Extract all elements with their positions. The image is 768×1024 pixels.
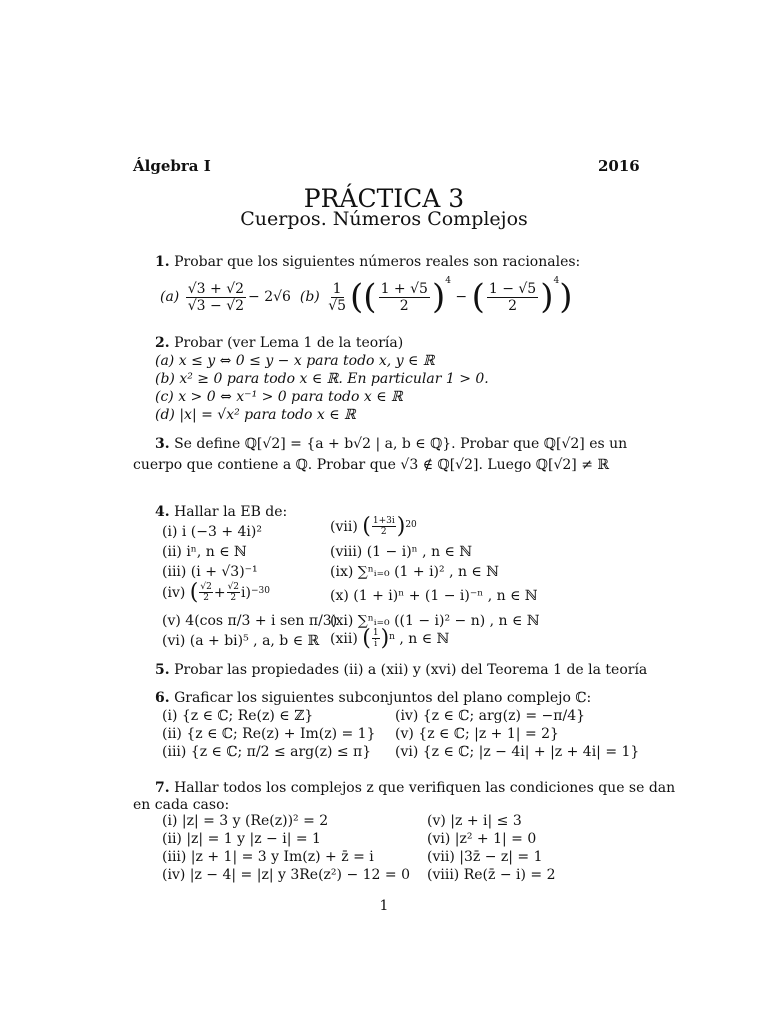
exercise-number: 7. [155, 780, 170, 796]
exercise-6-item: (vi) {z ∈ ℂ; |z − 4i| + |z + 4i| = 1} [395, 744, 640, 760]
exercise-4-item: (v) 4(cos π/3 + i sen π/3) [162, 613, 338, 629]
item-label: (xii) [330, 630, 358, 647]
expression-tail: i) [241, 584, 251, 601]
denominator: √3 − √2 [187, 297, 245, 314]
exercise-2-item: (c) x > 0 ⇔ x⁻¹ > 0 para todo x ∈ ℝ [155, 389, 403, 405]
fraction [487, 281, 538, 314]
fraction [199, 582, 212, 603]
exercise-4-statement [155, 503, 287, 521]
exercise-7-item: (vii) |3z̄ − z| = 1 [427, 849, 543, 865]
denominator: 2 [203, 593, 209, 603]
exercise-7-item: (iv) |z − 4| = |z| y 3Re(z²) − 12 = 0 [162, 867, 410, 883]
fraction [372, 628, 380, 649]
exercise-4-item: (ii) iⁿ, n ∈ ℕ [162, 544, 247, 560]
exercise-1-expressions: (a) $\frac{√3 + √2}{√3 - √2}$ − 2√6 (b) $\frac{1}{√5}$ ( ( $\frac{1 + √5}{2}$ ) $^4$ − ( $\frac{1 - √5}{2}$ ) $^4$ ) [160, 272, 572, 322]
exercise-text: Probar (ver Lema 1 de la teoría) [174, 335, 404, 351]
exercise-7-line-2: en cada caso: [133, 797, 230, 813]
exercise-7-item: (iii) |z + 1| = 3 y Im(z) + z̄ = i [162, 849, 374, 865]
year: 2016 [598, 157, 640, 175]
course-name: Álgebra I [133, 157, 211, 175]
exercise-text: Hallar todos los complejos z que verifiquen las condiciones que se dan [174, 780, 676, 796]
expression-tail: , n ∈ ℕ [399, 630, 450, 647]
exercise-text: Hallar la EB de: [174, 504, 288, 520]
exercise-4-item: (viii) (1 − i)ⁿ , n ∈ ℕ [330, 544, 473, 560]
exercise-1-statement [155, 253, 580, 271]
denominator: √5 [328, 297, 347, 314]
numerator: √2 [227, 582, 240, 592]
exercise-4-item: (xi) ∑ⁿᵢ₌₀ ((1 − i)² − n) , n ∈ ℕ [330, 613, 540, 629]
denominator: 2 [508, 297, 517, 314]
exercise-4-item: (vi) (a + bi)⁵ , a, b ∈ ℝ [162, 633, 320, 649]
exercise-3-line-1 [155, 435, 627, 453]
denominator: 2 [230, 593, 237, 603]
fraction [186, 281, 246, 314]
exponent: n [389, 632, 395, 642]
exercise-number: 1. [155, 254, 170, 270]
exercise-text: Probar las propiedades (ii) a (xii) y (xvi) del Teorema 1 de la teoría [174, 662, 648, 678]
exponent: −30 [250, 586, 270, 596]
exercise-4-item: (iii) (i + √3)⁻¹ [162, 564, 258, 580]
numerator: 1+3i [372, 516, 395, 526]
page-number: 1 [379, 898, 389, 914]
numerator: 1 − √5 [488, 280, 537, 297]
exercise-6-item: (ii) {z ∈ ℂ; Re(z) + Im(z) = 1} [162, 726, 376, 742]
page-title: PRÁCTICA 3 [303, 184, 465, 213]
exercise-7-item: (v) |z + i| ≤ 3 [427, 813, 522, 829]
denominator: 2 [399, 297, 409, 314]
exercise-number: 6. [155, 690, 170, 706]
exercise-6-item: (v) {z ∈ ℂ; |z + 1| = 2} [395, 726, 559, 742]
exercise-2-item: (d) |x| = √x² para todo x ∈ ℝ [155, 407, 356, 423]
exercise-6-item: (iii) {z ∈ ℂ; π/2 ≤ arg(z) ≤ π} [162, 744, 372, 760]
exercise-2-statement [155, 334, 403, 352]
exercise-4-item-xii: (xii) ( $\frac{1}{i}$ ) n , n ∈ ℕ [330, 625, 450, 651]
exercise-text: Probar que los siguientes números reales son racionales: [174, 254, 581, 270]
expression-tail: − 2√6 [248, 289, 291, 305]
exercise-6-item: (i) {z ∈ ℂ; Re(z) ∈ ℤ} [162, 708, 314, 724]
exercise-7-item: (vi) |z² + 1| = 0 [427, 831, 537, 847]
operator: − [455, 289, 468, 305]
exercise-4-item: (x) (1 + i)ⁿ + (1 − i)⁻ⁿ , n ∈ ℕ [330, 588, 538, 604]
exponent: 4 [445, 276, 451, 286]
fraction [372, 516, 396, 537]
denominator: 2 [380, 527, 387, 537]
exercise-6-statement [155, 689, 591, 707]
page-subtitle: Cuerpos. Números Complejos [240, 208, 528, 230]
item-label: (iv) [162, 584, 186, 601]
exercise-5-statement [155, 661, 647, 679]
exercise-3-line-2: cuerpo que contiene a ℚ. Probar que √3 ∉ ℚ[√2]. Luego ℚ[√2] ≠ ℝ [133, 457, 610, 473]
item-label: (a) [160, 289, 180, 305]
exercise-number: 5. [155, 662, 170, 678]
item-label: (vii) [330, 518, 358, 535]
exercise-4-item-vii: (vii) ( $\frac{1+3i}{2}$ ) 20 [330, 513, 417, 539]
exercise-2-item: (b) x² ≥ 0 para todo x ∈ ℝ. En particular 1 > 0. [155, 371, 489, 387]
exercise-7-item: (i) |z| = 3 y (Re(z))² = 2 [162, 813, 329, 829]
numerator: 1 [372, 628, 379, 638]
exercise-4-item-iv [162, 579, 270, 605]
exercise-7-item: (viii) Re(z̄ − i) = 2 [427, 867, 556, 883]
exercise-2-item: (a) x ≤ y ⇔ 0 ≤ y − x para todo x, y ∈ ℝ [155, 353, 435, 369]
exercise-number: 3. [155, 436, 170, 452]
exercise-4-item: (ix) ∑ⁿᵢ₌₀ (1 + i)² , n ∈ ℕ [330, 564, 500, 580]
fraction [326, 281, 348, 314]
exponent: 4 [553, 276, 560, 286]
exercise-7-line-1 [155, 779, 675, 797]
exercise-number: 4. [155, 504, 170, 520]
exercise-7-item: (ii) |z| = 1 y |z − i| = 1 [162, 831, 321, 847]
operator: + [213, 584, 226, 601]
denominator: i [374, 639, 378, 649]
fraction [227, 582, 240, 603]
numerator: 1 + √5 [380, 280, 428, 297]
numerator: 1 [332, 280, 342, 297]
numerator: √2 [200, 582, 212, 592]
exercise-4-item: (i) i (−3 + 4i)² [162, 524, 262, 540]
exercise-text: Graficar los siguientes subconjuntos del plano complejo ℂ: [174, 690, 592, 706]
numerator: √3 + √2 [187, 280, 245, 297]
paren: ( [189, 579, 199, 605]
item-label: (b) [299, 289, 320, 305]
exercise-number: 2. [155, 335, 170, 351]
exercise-6-item: (iv) {z ∈ ℂ; arg(z) = −π/4} [395, 708, 586, 724]
exponent: 20 [405, 520, 417, 530]
exercise-text: Se define ℚ[√2] = {a + b√2 | a, b ∈ ℚ}. Probar que ℚ[√2] es un [174, 436, 628, 452]
fraction [379, 281, 430, 314]
